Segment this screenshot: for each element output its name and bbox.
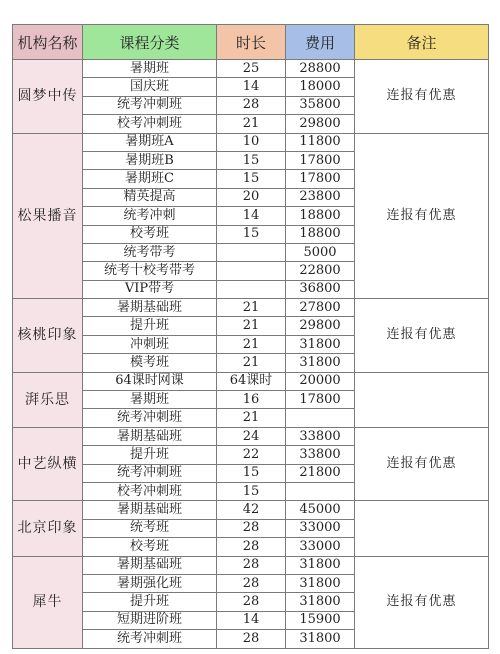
fee-cell: 11800 bbox=[286, 133, 355, 151]
duration-cell: 21 bbox=[217, 354, 286, 372]
duration-cell: 21 bbox=[217, 115, 286, 133]
fee-cell: 29800 bbox=[286, 115, 355, 133]
duration-cell: 28 bbox=[217, 96, 286, 114]
table-row bbox=[13, 133, 489, 151]
fee-cell: 28800 bbox=[286, 60, 355, 78]
course-cell: 提升班 bbox=[83, 593, 217, 611]
fee-cell: 36800 bbox=[286, 280, 355, 298]
org-name-cell: 中艺纵横 bbox=[13, 427, 83, 501]
course-cell: 统考冲刺班 bbox=[83, 630, 217, 648]
course-cell: 冲刺班 bbox=[83, 335, 217, 353]
fee-cell: 20000 bbox=[286, 372, 355, 390]
course-fee-table bbox=[12, 24, 488, 649]
fee-cell: 5000 bbox=[286, 243, 355, 261]
fee-cell: 31800 bbox=[286, 630, 355, 648]
fee-cell: 35800 bbox=[286, 96, 355, 114]
duration-cell: 15 bbox=[217, 151, 286, 169]
course-cell: VIP带考 bbox=[83, 280, 217, 298]
course-cell: 暑期强化班 bbox=[83, 574, 217, 592]
course-cell: 提升班 bbox=[83, 317, 217, 335]
course-cell: 精英提高 bbox=[83, 188, 217, 206]
fee-cell: 21800 bbox=[286, 464, 355, 482]
duration-cell: 28 bbox=[217, 630, 286, 648]
course-cell: 64课时网课 bbox=[83, 372, 217, 390]
course-cell: 校考班 bbox=[83, 538, 217, 556]
course-cell: 暑期基础班 bbox=[83, 556, 217, 574]
course-cell: 校考冲刺班 bbox=[83, 482, 217, 500]
course-cell: 暑期班C bbox=[83, 170, 217, 188]
org-name-cell: 核桃印象 bbox=[13, 299, 83, 373]
fee-cell: 45000 bbox=[286, 501, 355, 519]
header-row bbox=[13, 25, 489, 60]
duration-cell: 14 bbox=[217, 78, 286, 96]
fee-cell: 17800 bbox=[286, 391, 355, 409]
course-cell: 统考班 bbox=[83, 519, 217, 537]
duration-cell: 21 bbox=[217, 335, 286, 353]
course-cell: 国庆班 bbox=[83, 78, 217, 96]
duration-cell: 15 bbox=[217, 464, 286, 482]
course-cell: 统考十校考带考 bbox=[83, 262, 217, 280]
header-fee: 费用 bbox=[286, 25, 355, 60]
course-cell: 暑期班 bbox=[83, 391, 217, 409]
course-cell: 暑期基础班 bbox=[83, 427, 217, 445]
duration-cell bbox=[217, 262, 286, 280]
duration-cell bbox=[217, 243, 286, 261]
duration-cell: 28 bbox=[217, 538, 286, 556]
duration-cell: 25 bbox=[217, 60, 286, 78]
duration-cell: 42 bbox=[217, 501, 286, 519]
course-cell: 统考冲刺班 bbox=[83, 96, 217, 114]
header-course: 课程分类 bbox=[83, 25, 217, 60]
note-cell: 连报有优惠 bbox=[355, 427, 489, 501]
org-name-cell: 犀牛 bbox=[13, 556, 83, 648]
fee-cell: 15900 bbox=[286, 611, 355, 629]
course-cell: 校考班 bbox=[83, 225, 217, 243]
fee-cell bbox=[286, 482, 355, 500]
fee-cell: 31800 bbox=[286, 354, 355, 372]
fee-cell: 29800 bbox=[286, 317, 355, 335]
duration-cell: 24 bbox=[217, 427, 286, 445]
course-cell: 暑期班B bbox=[83, 151, 217, 169]
duration-cell: 10 bbox=[217, 133, 286, 151]
fee-cell: 33800 bbox=[286, 446, 355, 464]
duration-cell: 28 bbox=[217, 593, 286, 611]
table-row bbox=[13, 299, 489, 317]
duration-cell: 14 bbox=[217, 611, 286, 629]
fee-cell: 18000 bbox=[286, 78, 355, 96]
org-name-cell: 圆梦中传 bbox=[13, 60, 83, 134]
table-row bbox=[13, 372, 489, 390]
duration-cell: 64课时 bbox=[217, 372, 286, 390]
fee-cell: 18800 bbox=[286, 225, 355, 243]
duration-cell: 15 bbox=[217, 170, 286, 188]
duration-cell: 28 bbox=[217, 556, 286, 574]
note-cell: 连报有优惠 bbox=[355, 133, 489, 299]
note-cell bbox=[355, 372, 489, 427]
fee-cell: 33800 bbox=[286, 427, 355, 445]
note-cell: 连报有优惠 bbox=[355, 556, 489, 648]
duration-cell: 15 bbox=[217, 482, 286, 500]
duration-cell: 16 bbox=[217, 391, 286, 409]
fee-cell: 17800 bbox=[286, 151, 355, 169]
fee-cell: 33000 bbox=[286, 519, 355, 537]
note-cell: 连报有优惠 bbox=[355, 299, 489, 373]
course-cell: 统考冲刺班 bbox=[83, 409, 217, 427]
table-row bbox=[13, 501, 489, 519]
course-cell: 统考冲刺 bbox=[83, 207, 217, 225]
duration-cell: 14 bbox=[217, 207, 286, 225]
header-note: 备注 bbox=[355, 25, 489, 60]
table-row bbox=[13, 60, 489, 78]
fee-cell: 31800 bbox=[286, 335, 355, 353]
duration-cell: 20 bbox=[217, 188, 286, 206]
fee-cell: 31800 bbox=[286, 574, 355, 592]
duration-cell: 21 bbox=[217, 299, 286, 317]
course-cell: 提升班 bbox=[83, 446, 217, 464]
duration-cell: 28 bbox=[217, 519, 286, 537]
fee-cell: 31800 bbox=[286, 556, 355, 574]
duration-cell: 21 bbox=[217, 317, 286, 335]
note-cell: 连报有优惠 bbox=[355, 60, 489, 134]
note-cell bbox=[355, 501, 489, 556]
course-cell: 暑期班A bbox=[83, 133, 217, 151]
org-name-cell: 北京印象 bbox=[13, 501, 83, 556]
course-cell: 模考班 bbox=[83, 354, 217, 372]
course-cell: 暑期基础班 bbox=[83, 299, 217, 317]
org-name-cell: 湃乐思 bbox=[13, 372, 83, 427]
org-name-cell: 松果播音 bbox=[13, 133, 83, 299]
course-cell: 短期进阶班 bbox=[83, 611, 217, 629]
course-cell: 统考带考 bbox=[83, 243, 217, 261]
fee-cell: 22800 bbox=[286, 262, 355, 280]
course-cell: 暑期班 bbox=[83, 60, 217, 78]
table-row bbox=[13, 427, 489, 445]
duration-cell: 28 bbox=[217, 574, 286, 592]
duration-cell: 22 bbox=[217, 446, 286, 464]
duration-cell: 21 bbox=[217, 409, 286, 427]
fee-cell: 27800 bbox=[286, 299, 355, 317]
course-cell: 校考冲刺班 bbox=[83, 115, 217, 133]
duration-cell bbox=[217, 280, 286, 298]
header-org: 机构名称 bbox=[13, 25, 83, 60]
header-duration: 时长 bbox=[217, 25, 286, 60]
fee-cell: 23800 bbox=[286, 188, 355, 206]
fee-cell: 31800 bbox=[286, 593, 355, 611]
table-body bbox=[13, 60, 489, 649]
duration-cell: 15 bbox=[217, 225, 286, 243]
fee-table bbox=[12, 24, 489, 649]
fee-cell: 33000 bbox=[286, 538, 355, 556]
fee-cell: 17800 bbox=[286, 170, 355, 188]
course-cell: 统考冲刺班 bbox=[83, 464, 217, 482]
table-row bbox=[13, 556, 489, 574]
fee-cell: 18800 bbox=[286, 207, 355, 225]
fee-cell bbox=[286, 409, 355, 427]
course-cell: 暑期基础班 bbox=[83, 501, 217, 519]
